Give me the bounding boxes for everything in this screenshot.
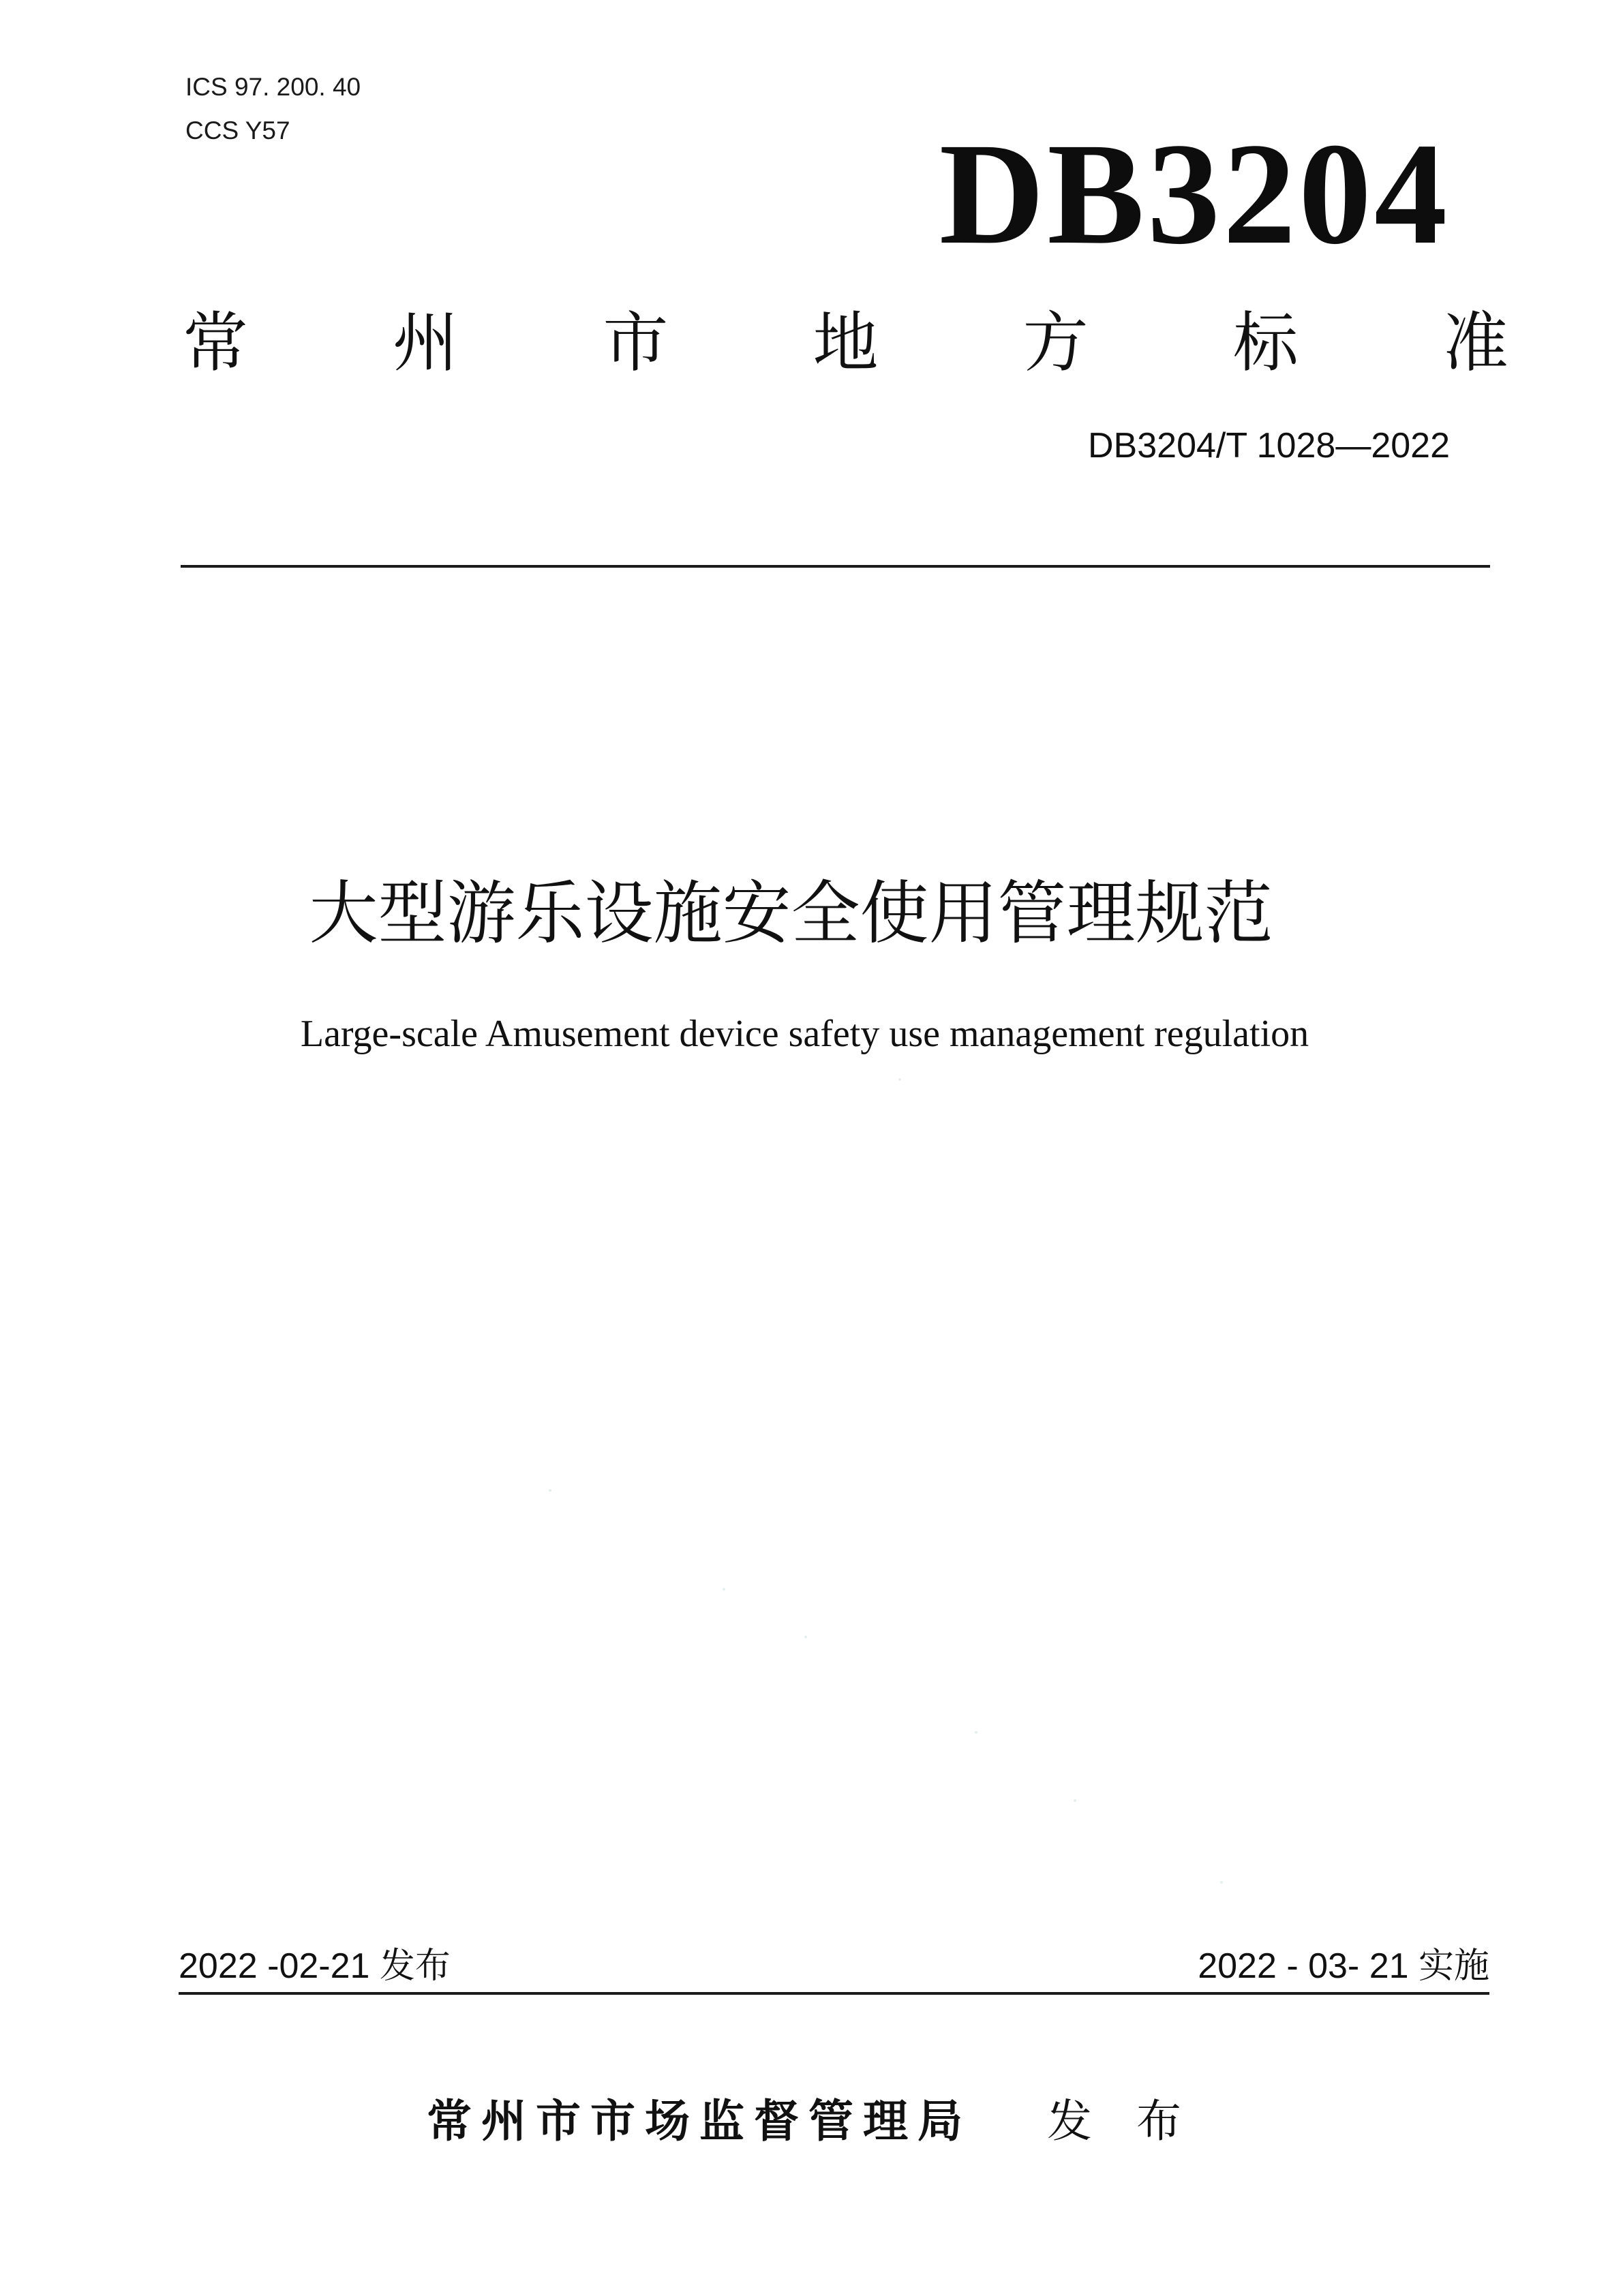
standard-type-char: 市 [603,305,669,381]
release-date: 2022 -02-21 发布 [179,1946,451,1986]
issuer-line [0,2091,1623,2152]
bottom-divider [179,1992,1489,1995]
standard-type-char: 标 [1232,305,1299,381]
ccs-code: CCS Y57 [185,117,290,144]
issuing-authority: 常州市市场监督管理局 [427,2095,972,2147]
scan-speck [549,1489,551,1492]
standard-type-char: 地 [813,305,879,381]
scan-speck [1074,1799,1076,1802]
scan-speck [804,1636,807,1638]
standard-type [183,305,1508,380]
scan-speck [975,1731,977,1734]
ics-code: ICS 97. 200. 40 [185,73,361,101]
standard-prefix: DB3204 [939,113,1450,275]
scan-speck [898,1078,901,1081]
title-chinese: 大型游乐设施安全使用管理规范 [309,873,1273,953]
scan-speck [723,1588,725,1591]
issue-word: 发 布 [1047,2095,1196,2147]
scan-speck [1220,1881,1223,1884]
standard-number: DB3204/T 1028—2022 [1088,426,1450,465]
standard-type-char: 准 [1442,305,1508,381]
standard-type-char: 方 [1022,305,1089,381]
standard-type-char: 州 [393,305,459,381]
standard-type-char: 常 [183,305,248,381]
top-divider [181,565,1490,568]
implementation-date: 2022 - 03- 21 实施 [1198,1946,1489,1986]
title-english: Large-scale Amusement device safety use management regulation [300,1013,1309,1055]
classification-codes [185,65,361,153]
